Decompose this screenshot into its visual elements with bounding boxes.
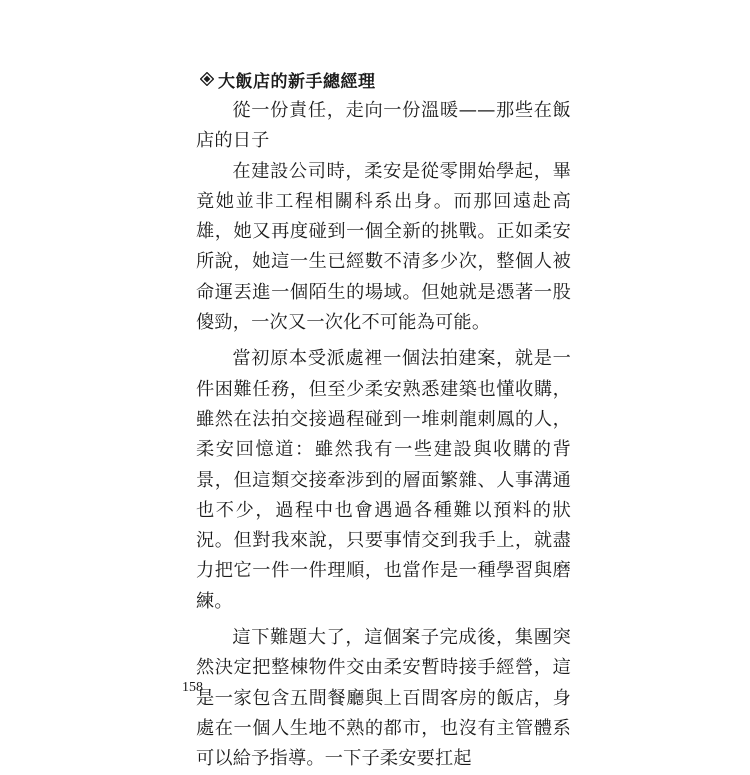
paragraph: 這下難題大了，這個案子完成後，集團突然決定把整棟物件交由柔安暫時接手經營，這是一家包含五間餐廳與上百間客房的飯店，身處在一個人生地不熟的都市，也沒有主管體系可以給予指導。一下子柔安要扛起 [196, 627, 571, 770]
diamond-bullet-icon [200, 72, 214, 86]
body-text [196, 96, 571, 775]
paragraph: 在建設公司時，柔安是從零開始學起，畢竟她並非工程相關科系出身。而那回遠赴高雄，她又再度碰到一個全新的挑戰。正如柔安所說，她這一生已經數不清多少次，整個人被命運丟進一個陌生的場域。但她就是憑著一股傻勁，一次又一次化不可能為可能。 [196, 160, 571, 334]
paragraph: 當初原本受派處裡一個法拍建案，就是一件困難任務，但至少柔安熟悉建築也懂收購，雖然在法拍交接過程碰到一堆刺龍刺鳳的人，柔安回憶道：雖然我有一些建設與收購的背景，但這類交接牽涉到的層面繁雜、人事溝通也不少，過程中也會遇過各種難以預料的狀況。但對我來說，只要事情交到我手上，就盡力把它一件一件理順，也當作是一種學習與磨練。 [196, 348, 571, 612]
page-number: 158 [182, 680, 203, 695]
section-title: 大飯店的新手總經理 [218, 71, 376, 92]
paragraph-subtitle: 從一份責任，走向一份溫暖——那些在飯店的日子 [196, 100, 571, 152]
section-heading [200, 66, 376, 92]
